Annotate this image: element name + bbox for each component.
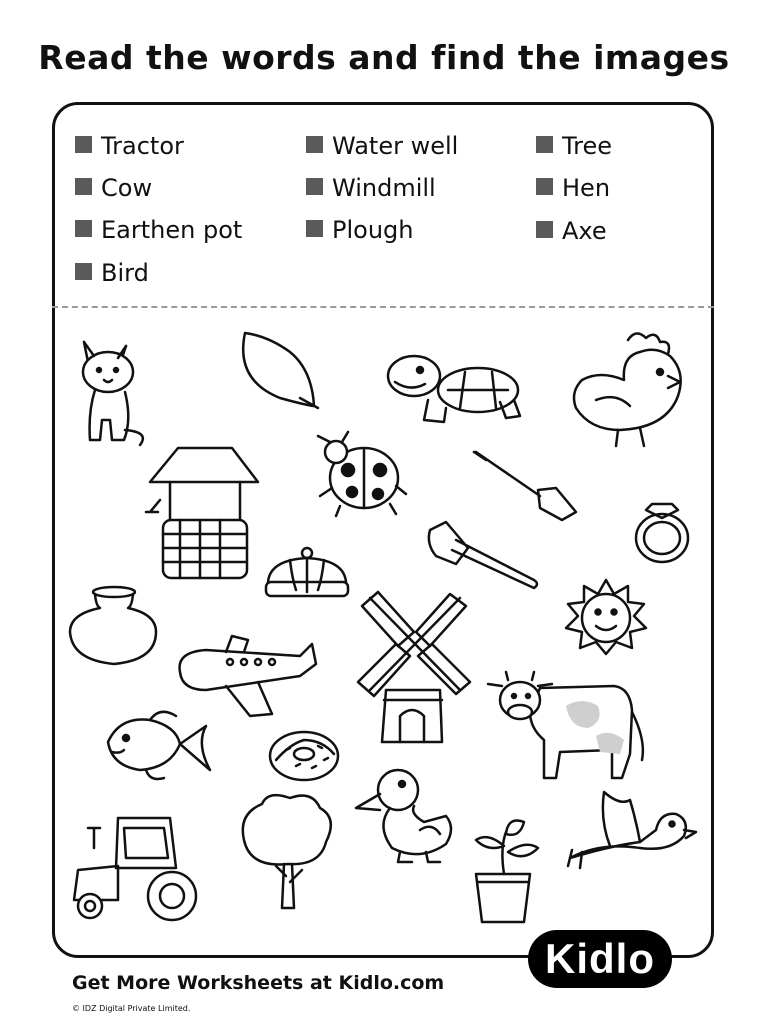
shovel-picture — [474, 452, 576, 520]
airplane-picture — [180, 636, 316, 716]
cow-picture — [488, 672, 643, 778]
donut-picture — [270, 732, 338, 780]
word-label: Water well — [332, 132, 459, 160]
word-label: Axe — [562, 217, 607, 245]
word-label: Bird — [101, 259, 149, 287]
word-label: Earthen pot — [101, 216, 243, 244]
ring-picture — [636, 504, 688, 562]
copyright-text: © IDZ Digital Private Limited. — [72, 1004, 191, 1013]
sun-picture — [566, 580, 646, 654]
plant-pot-picture — [476, 821, 538, 923]
crown-picture — [266, 548, 348, 596]
kidlo-logo: Kidlo — [528, 930, 672, 988]
cat-picture — [83, 342, 143, 445]
water-well-picture — [146, 448, 258, 578]
word-label: Plough — [332, 216, 414, 244]
earthen-pot-picture — [70, 587, 156, 664]
windmill-picture — [358, 592, 470, 742]
word-label: Cow — [101, 174, 153, 202]
word-label: Tractor — [101, 132, 184, 160]
ladybug-picture — [318, 432, 406, 516]
word-label: Hen — [562, 174, 611, 202]
turtle-picture — [388, 356, 520, 422]
duck-picture — [356, 770, 451, 862]
worksheet-title: Read the words and find the images — [38, 38, 730, 77]
hen-picture — [574, 333, 681, 446]
bird-picture — [568, 792, 696, 868]
leaf-picture — [243, 333, 318, 408]
footer-cta: Get More Worksheets at Kidlo.com — [72, 972, 445, 994]
axe-picture — [429, 522, 537, 588]
tree-picture — [243, 795, 331, 908]
word-label: Windmill — [332, 174, 436, 202]
fish-picture — [108, 712, 210, 779]
word-label: Tree — [562, 132, 613, 160]
tractor-picture — [74, 818, 196, 920]
